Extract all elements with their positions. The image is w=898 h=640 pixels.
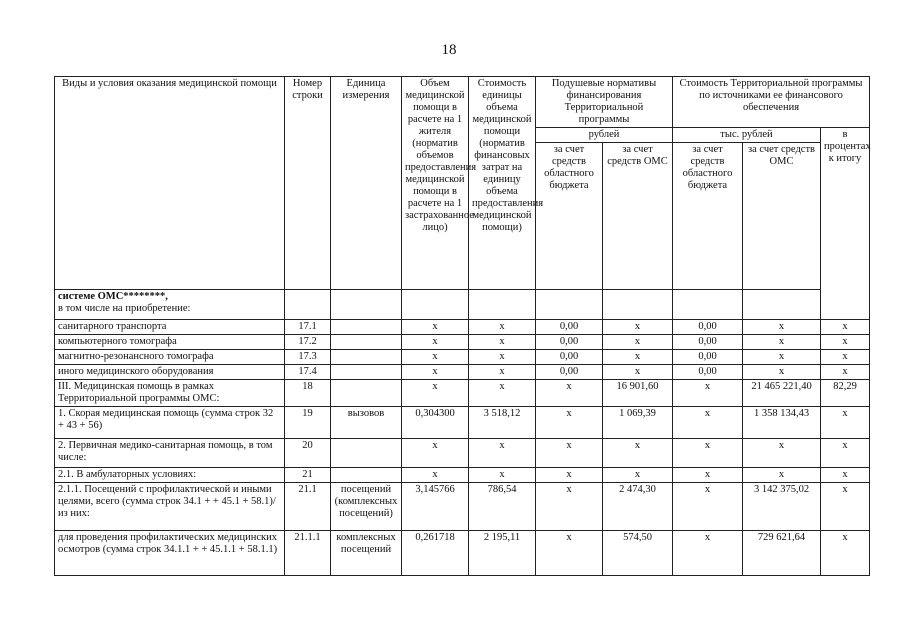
cell-total-oms: 1 358 134,43 (743, 407, 821, 439)
cell-row-number: 17.2 (285, 335, 331, 350)
cell-percent: x (821, 320, 870, 335)
cell-per-capita-budget: x (536, 407, 603, 439)
table-row (55, 407, 870, 439)
cell-volume: x (402, 468, 469, 483)
cell-total-oms (743, 290, 821, 320)
cell-total-budget: x (673, 407, 743, 439)
cell-unit-cost: x (469, 335, 536, 350)
cell-total-oms: x (743, 365, 821, 380)
cell-per-capita-budget: x (536, 468, 603, 483)
table-row (55, 531, 870, 576)
header-volume: Объем медицинской помощи в расчете на 1 жителя (норматив объемов предоставления медицинской помощи в расчете на 1 застрахованное лицо) (402, 77, 469, 290)
cell-row-number (285, 290, 331, 320)
cell-unit-cost: 3 518,12 (469, 407, 536, 439)
cell-per-capita-budget (536, 290, 603, 320)
cell-volume: x (402, 439, 469, 468)
cell-unit (331, 335, 402, 350)
cell-unit-cost: x (469, 468, 536, 483)
row-kind: для проведения профилактических медицинских осмотров (сумма строк 34.1.1 + + 45.1.1 + 58.1.1) (55, 531, 285, 576)
header-kind: Виды и условия оказания медицинской помощи (55, 77, 285, 290)
row-kind: 1. Скорая медицинская помощь (сумма строк 32 + 43 + 56) (55, 407, 285, 439)
cell-total-oms: x (743, 335, 821, 350)
cell-unit: комплексных посещений (331, 531, 402, 576)
cell-total-budget: x (673, 439, 743, 468)
cell-per-capita-budget: x (536, 380, 603, 407)
row-kind: иного медицинского оборудования (55, 365, 285, 380)
header-unit: Единица измерения (331, 77, 402, 290)
cell-row-number: 20 (285, 439, 331, 468)
cell-row-number: 17.3 (285, 350, 331, 365)
cell-volume: x (402, 335, 469, 350)
row-kind: санитарного транспорта (55, 320, 285, 335)
header-per-capita: Подушевые нормативы финансирования Территориальной программы (536, 77, 673, 128)
row-kind: 2.1.1. Посещений с профилактической и иными целями, всего (сумма строк 34.1 + + 45.1 + 58.1)/из них: (55, 483, 285, 531)
table-row (55, 468, 870, 483)
table-row (55, 350, 870, 365)
program-cost-table (54, 76, 870, 576)
cell-unit: посещений (комплексных посещений) (331, 483, 402, 531)
cell-per-capita-oms: x (603, 439, 673, 468)
cell-per-capita-oms: 16 901,60 (603, 380, 673, 407)
cell-volume: x (402, 380, 469, 407)
row-kind: III. Медицинская помощь в рамках Территориальной программы ОМС: (55, 380, 285, 407)
table-row (55, 483, 870, 531)
header-regional-budget-total: за счет средств областного бюджета (673, 143, 743, 290)
header-oms-funds: за счет средств ОМС (603, 143, 673, 290)
cell-row-number: 17.4 (285, 365, 331, 380)
header-cost: Стоимость единицы объема медицинской помощи (норматив финансовых затрат на единицу объема предоставления медицинской помощи) (469, 77, 536, 290)
cell-unit-cost: x (469, 380, 536, 407)
cell-unit (331, 350, 402, 365)
cell-per-capita-oms: x (603, 468, 673, 483)
cell-percent: x (821, 531, 870, 576)
cell-total-budget: x (673, 483, 743, 531)
cell-total-budget: x (673, 380, 743, 407)
cell-total-oms: x (743, 320, 821, 335)
cell-volume: 0,304300 (402, 407, 469, 439)
cell-per-capita-budget: x (536, 531, 603, 576)
row-kind: 2. Первичная медико-санитарная помощь, в том числе: (55, 439, 285, 468)
cell-per-capita-oms: x (603, 335, 673, 350)
header-thous-rub: тыс. рублей (673, 128, 821, 143)
cell-volume (402, 290, 469, 320)
table-row (55, 290, 870, 320)
cell-total-oms: 729 621,64 (743, 531, 821, 576)
cell-percent: x (821, 439, 870, 468)
cell-volume: x (402, 365, 469, 380)
cell-row-number: 21.1 (285, 483, 331, 531)
cell-percent (821, 290, 870, 320)
cell-per-capita-budget: x (536, 439, 603, 468)
cell-total-oms: 3 142 375,02 (743, 483, 821, 531)
row-kind: 2.1. В амбулаторных условиях: (55, 468, 285, 483)
cell-per-capita-budget: x (536, 483, 603, 531)
header-percent: в процентах к итогу (821, 128, 870, 290)
cell-unit (331, 365, 402, 380)
cell-unit-cost: x (469, 350, 536, 365)
cell-total-budget: 0,00 (673, 365, 743, 380)
cell-percent: x (821, 335, 870, 350)
row-kind: компьютерного томографа (55, 335, 285, 350)
cell-total-oms: x (743, 439, 821, 468)
cell-unit-cost: x (469, 439, 536, 468)
cell-per-capita-oms: x (603, 320, 673, 335)
cell-unit (331, 439, 402, 468)
row-kind: магнитно-резонансного томографа (55, 350, 285, 365)
cell-total-oms: x (743, 350, 821, 365)
cell-per-capita-oms: 2 474,30 (603, 483, 673, 531)
cell-unit: вызовов (331, 407, 402, 439)
cell-row-number: 18 (285, 380, 331, 407)
cell-total-budget: 0,00 (673, 350, 743, 365)
cell-per-capita-oms (603, 290, 673, 320)
header-total-cost: Стоимость Территориальной программы по источниками ее финансового обеспечения (673, 77, 870, 128)
cell-total-budget (673, 290, 743, 320)
cell-unit-cost: x (469, 320, 536, 335)
cell-unit (331, 380, 402, 407)
cell-unit-cost (469, 290, 536, 320)
table-row (55, 380, 870, 407)
table-row (55, 365, 870, 380)
cell-total-budget: x (673, 468, 743, 483)
cell-row-number: 21 (285, 468, 331, 483)
cell-percent: x (821, 407, 870, 439)
table-row (55, 439, 870, 468)
cell-per-capita-oms: x (603, 365, 673, 380)
header-row-number: Номер строки (285, 77, 331, 290)
cell-per-capita-oms: 1 069,39 (603, 407, 673, 439)
cell-per-capita-oms: 574,50 (603, 531, 673, 576)
cell-per-capita-budget: 0,00 (536, 335, 603, 350)
cell-per-capita-budget: 0,00 (536, 350, 603, 365)
header-oms-funds-total: за счет средств ОМС (743, 143, 821, 290)
header-regional-budget: за счет средств областного бюджета (536, 143, 603, 290)
cell-volume: x (402, 320, 469, 335)
cell-unit-cost: x (469, 365, 536, 380)
cell-total-oms: 21 465 221,40 (743, 380, 821, 407)
cell-total-budget: 0,00 (673, 320, 743, 335)
cell-percent: x (821, 350, 870, 365)
cell-unit-cost: 786,54 (469, 483, 536, 531)
cell-per-capita-oms: x (603, 350, 673, 365)
cell-percent: x (821, 468, 870, 483)
cell-unit-cost: 2 195,11 (469, 531, 536, 576)
cell-percent: x (821, 483, 870, 531)
cell-percent: 82,29 (821, 380, 870, 407)
cell-unit (331, 290, 402, 320)
cell-volume: 0,261718 (402, 531, 469, 576)
header-rub: рублей (536, 128, 673, 143)
cell-total-budget: x (673, 531, 743, 576)
cell-percent: x (821, 365, 870, 380)
cell-total-budget: 0,00 (673, 335, 743, 350)
cell-volume: 3,145766 (402, 483, 469, 531)
page-number: 18 (441, 42, 457, 58)
cell-total-oms: x (743, 468, 821, 483)
cell-row-number: 21.1.1 (285, 531, 331, 576)
cell-row-number: 17.1 (285, 320, 331, 335)
cell-per-capita-budget: 0,00 (536, 320, 603, 335)
cell-volume: x (402, 350, 469, 365)
table-row (55, 320, 870, 335)
cell-unit (331, 320, 402, 335)
cell-per-capita-budget: 0,00 (536, 365, 603, 380)
cell-row-number: 19 (285, 407, 331, 439)
cell-unit (331, 468, 402, 483)
table-row (55, 335, 870, 350)
row-kind: системе ОМС********, в том числе на приобретение: (55, 290, 285, 320)
